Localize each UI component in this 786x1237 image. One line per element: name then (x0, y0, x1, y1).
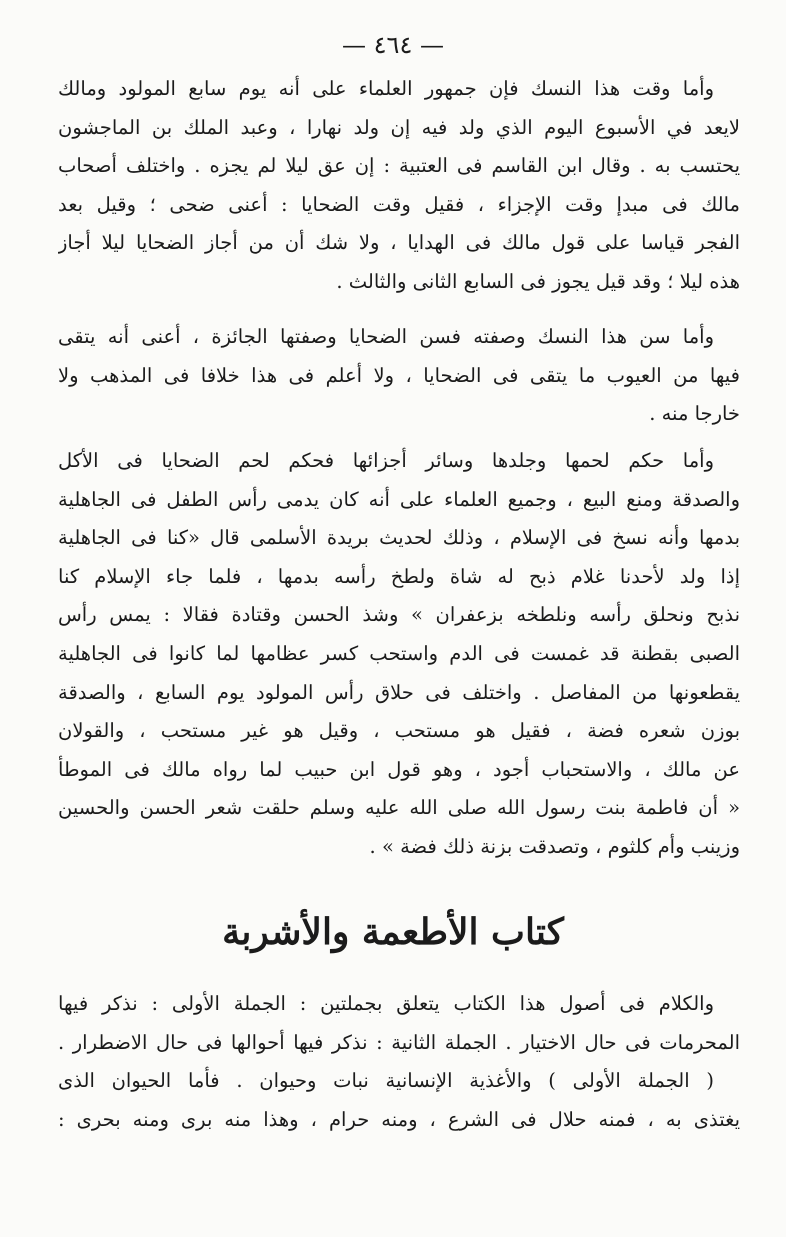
chapter-heading: كتاب الأطعمة والأشربة (222, 911, 564, 953)
paragraph-4 (58, 985, 740, 1139)
page-number: — ٤٦٤ — (342, 31, 444, 59)
text-line: بدمها وأنه نسخ فى الإسلام ، وذلك لحديث بريدة الأسلمى قال «كنا فى الجاهلية (58, 526, 740, 550)
text-line: والصدقة ومنع البيع ، وجميع العلماء على أنه كان يدمى رأس الطفل فى الجاهلية (58, 487, 740, 511)
text-line: خارجا منه . (649, 402, 740, 426)
text-line: وأما حكم لحمها وجلدها وسائر أجزائها فحكم لحم الضحايا فى الأكل (58, 449, 714, 472)
paragraph-1 (58, 70, 740, 302)
text-line: وأما سن هذا النسك وصفته فسن الضحايا وصفتها الجائزة ، أعنى أنه يتقى (58, 325, 714, 348)
text-line: لايعد في الأسبوع اليوم الذي ولد فيه إن ولد نهارا ، وعبد الملك بن الماجشون (58, 115, 740, 139)
text-line: الصبى بقطنة قد غمست فى الدم واستحب كسر عظامها لما كانوا فى الجاهلية (58, 641, 740, 665)
text-line: وزينب وأم كلثوم ، وتصدقت بزنة ذلك فضة » . (369, 834, 740, 858)
paragraph-3 (58, 442, 740, 867)
text-line: الفجر قياسا على قول مالك فى الهدايا ، ولا شك أن من أجاز الضحايا ليلا أجاز (58, 231, 740, 255)
text-line: مالك فى مبدإ وقت الإجزاء ، فقيل وقت الضحايا : أعنى ضحى ؛ وقيل بعد (58, 192, 740, 216)
text-line: يحتسب به . وقال ابن القاسم فى العتبية : إن عق ليلا لم يجزه . واختلف أصحاب (58, 154, 740, 178)
text-line: يغتذى به ، فمنه حلال فى الشرع ، ومنه حرام ، وهذا منه برى ومنه بحرى : (58, 1107, 740, 1131)
text-line: ( الجملة الأولى ) والأغذية الإنسانية نبات وحيوان . فأما الحيوان الذى (58, 1069, 714, 1093)
text-line: عن مالك ، والاستحباب أجود ، وهو قول ابن حبيب لما رواه مالك فى الموطأ (58, 757, 740, 781)
text-line: هذه ليلا ؛ وقد قيل يجوز فى السابع الثانى والثالث . (336, 269, 740, 293)
text-line: وأما وقت هذا النسك فإن جمهور العلماء على أنه يوم سابع المولود ومالك (58, 77, 714, 100)
text-line: فيها من العيوب ما يتقى فى الضحايا ، ولا أعلم فى هذا خلافا فى المذهب ولا (58, 363, 740, 387)
text-line: المحرمات فى حال الاختيار . الجملة الثانية : نذكر فيها أحوالها فى حال الاضطرار . (58, 1030, 740, 1054)
text-line: بوزن شعره فضة ، فقيل هو مستحب ، وقيل هو غير مستحب ، والقولان (58, 719, 740, 743)
text-line: والكلام فى أصول هذا الكتاب يتعلق بجملتين : الجملة الأولى : نذكر فيها (58, 992, 714, 1015)
text-line: إذا ولد لأحدنا غلام ذبح له شاة ولطخ رأسه بدمها ، فلما جاء الإسلام كنا (58, 564, 740, 588)
text-line: يقطعونها من المفاصل . واختلف فى حلاق رأس المولود يوم السابع ، والصدقة (58, 680, 740, 704)
paragraph-2 (58, 318, 740, 434)
text-line: « أن فاطمة بنت رسول الله صلى الله عليه وسلم حلقت شعر الحسن والحسين (58, 796, 740, 820)
text-line: نذبح ونحلق رأسه ونلطخه بزعفران » وشذ الحسن وقتادة فقالا : يمس رأس (58, 603, 740, 627)
